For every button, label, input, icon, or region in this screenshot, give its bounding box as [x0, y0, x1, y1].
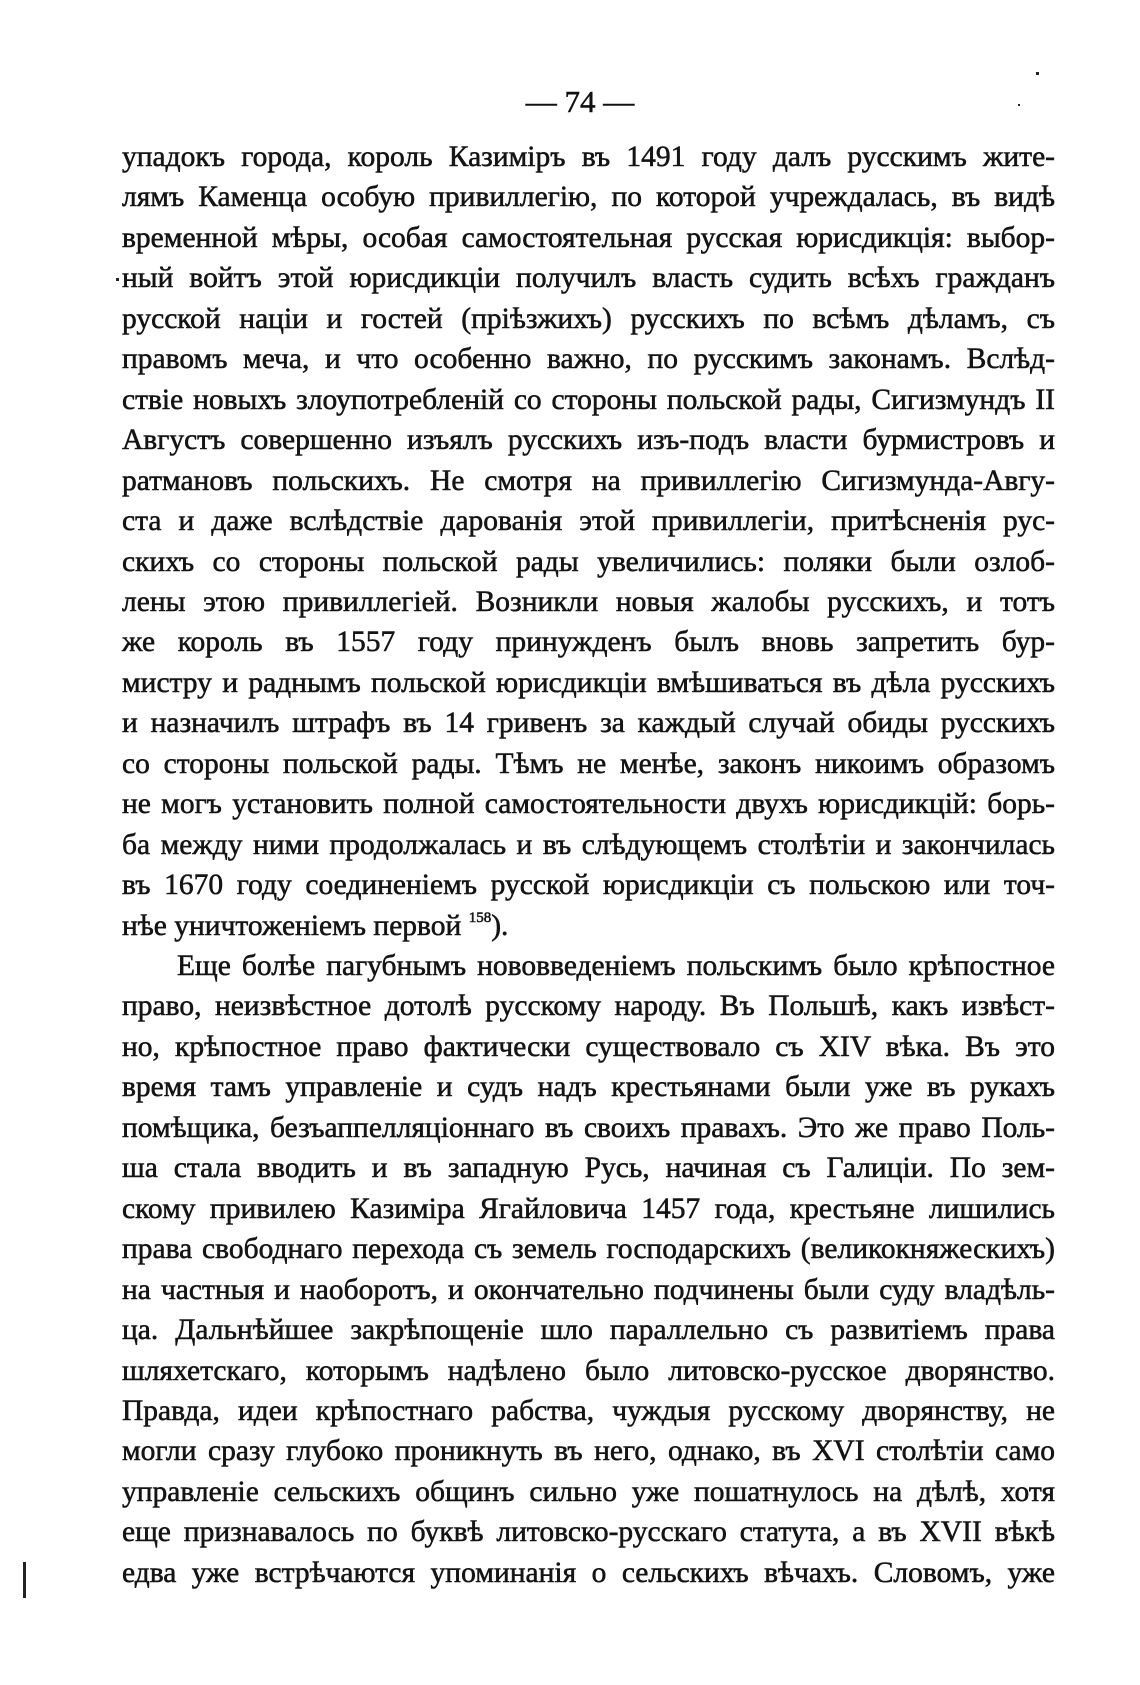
- text-line: еще признавалось по буквѣ литовско-русскаго статута, а въ XVII вѣкѣ: [122, 1516, 1055, 1549]
- text-line: едва уже встрѣчаются упоминанія о сельскихъ вѣчахъ. Словомъ, уже: [122, 1556, 1055, 1589]
- text-line: ша стала вводить и въ западную Русь, начиная съ Галиціи. По зем-: [122, 1152, 1055, 1185]
- text-line: помѣщика, безъаппелляціоннаго въ своихъ правахъ. Это же право Поль-: [122, 1111, 1055, 1144]
- text-line: время тамъ управленіе и судъ надъ крестьянами были уже въ рукахъ: [122, 1071, 1055, 1104]
- text-line: со стороны польской рады. Тѣмъ не менѣе, законъ никоимъ образомъ: [122, 747, 1055, 780]
- text-line: Еще болѣе пагубнымъ нововведеніемъ польскимъ было крѣпостное: [177, 950, 1055, 982]
- text-line: ца. Дальнѣйшее закрѣпощеніе шло параллельно съ развитіемъ права: [122, 1314, 1055, 1347]
- text-line: въ 1670 году соединеніемъ русской юрисдикціи съ польскою или точ-: [122, 869, 1055, 902]
- text-line: ба между ними продолжалась и въ слѣдующемъ столѣтіи и закончилась: [122, 828, 1055, 861]
- text-line: лены этою привиллегіей. Возникли новыя жалобы русскихъ, и тотъ: [122, 585, 1055, 618]
- text-line: ратмановъ польскихъ. Не смотря на привиллегію Сигизмунда-Авгу-: [122, 464, 1055, 497]
- text-line: ный войтъ этой юрисдикціи получилъ власть судить всѣхъ гражданъ: [122, 262, 1055, 295]
- text-line: шляхетскаго, которымъ надѣлено было литовско-русское дворянство.: [122, 1354, 1055, 1387]
- text-line: права свободнаго перехода съ земель господарскихъ (великокняжескихъ): [122, 1233, 1055, 1266]
- text-line: ста и даже вслѣдствіе дарованія этой привиллегіи, притѣсненія рус-: [122, 505, 1055, 538]
- text-line: не могъ установить полной самостоятельности двухъ юрисдикцій: борь-: [122, 788, 1055, 821]
- text-line: [122, 906, 1055, 946]
- text-line: право, неизвѣстное дотолѣ русскому народу. Въ Польшѣ, какъ извѣст-: [122, 990, 1055, 1023]
- text-line: мистру и раднымъ польской юрисдикціи вмѣшиваться въ дѣла русскихъ: [122, 666, 1055, 699]
- text-line: ствіе новыхъ злоупотребленій со стороны польской рады, Сигизмундъ II: [122, 383, 1055, 416]
- scan-edge-mark: [23, 1562, 26, 1598]
- text-line: же король въ 1557 году принужденъ былъ вновь запретить бур-: [122, 626, 1055, 659]
- text-line: могли сразу глубоко проникнуть въ него, однако, въ XVI столѣтіи само: [122, 1435, 1055, 1468]
- text-line: но, крѣпостное право фактически существовало съ XIV вѣка. Въ это: [122, 1030, 1055, 1063]
- text-line: и назначилъ штрафъ въ 14 гривенъ за каждый случай обиды русскихъ: [122, 707, 1055, 740]
- scan-speck: [116, 278, 119, 281]
- text-line: скому привилею Казиміра Ягайловича 1457 года, крестьяне лишились: [122, 1192, 1055, 1225]
- text-line: лямъ Каменца особую привиллегію, по которой учреждалась, въ видѣ: [122, 181, 1055, 214]
- text-line: скихъ со стороны польской рады увеличились: поляки были озлоб-: [122, 545, 1055, 578]
- footnote-reference[interactable]: 158: [468, 909, 492, 926]
- text-line: Августъ совершенно изъялъ русскихъ изъ-подъ власти бурмистровъ и: [122, 424, 1055, 457]
- scan-speck: [1018, 104, 1020, 106]
- text-line: правомъ меча, и что особенно важно, по русскимъ законамъ. Вслѣд-: [122, 343, 1055, 376]
- text-line: Правда, идеи крѣпостнаго рабства, чуждыя русскому дворянству, не: [122, 1394, 1055, 1427]
- text-line: на частныя и наоборотъ, и окончательно подчинены были суду владѣль-: [122, 1273, 1055, 1306]
- text-line-content: нѣе уничтоженіемъ первой: [122, 909, 469, 942]
- text-line-tail: ).: [491, 909, 509, 942]
- text-line: русской націи и гостей (пріѣзжихъ) русскихъ по всѣмъ дѣламъ, съ: [122, 302, 1055, 335]
- page-number: — 74 —: [525, 84, 635, 119]
- text-line: управленіе сельскихъ общинъ сильно уже пошатнулось на дѣлѣ, хотя: [122, 1475, 1055, 1508]
- text-line: временной мѣры, особая самостоятельная русская юрисдикція: выбор-: [122, 221, 1055, 254]
- text-line: упадокъ города, король Казиміръ въ 1491 году далъ русскимъ жите-: [122, 141, 1055, 173]
- scan-speck: [1036, 72, 1039, 75]
